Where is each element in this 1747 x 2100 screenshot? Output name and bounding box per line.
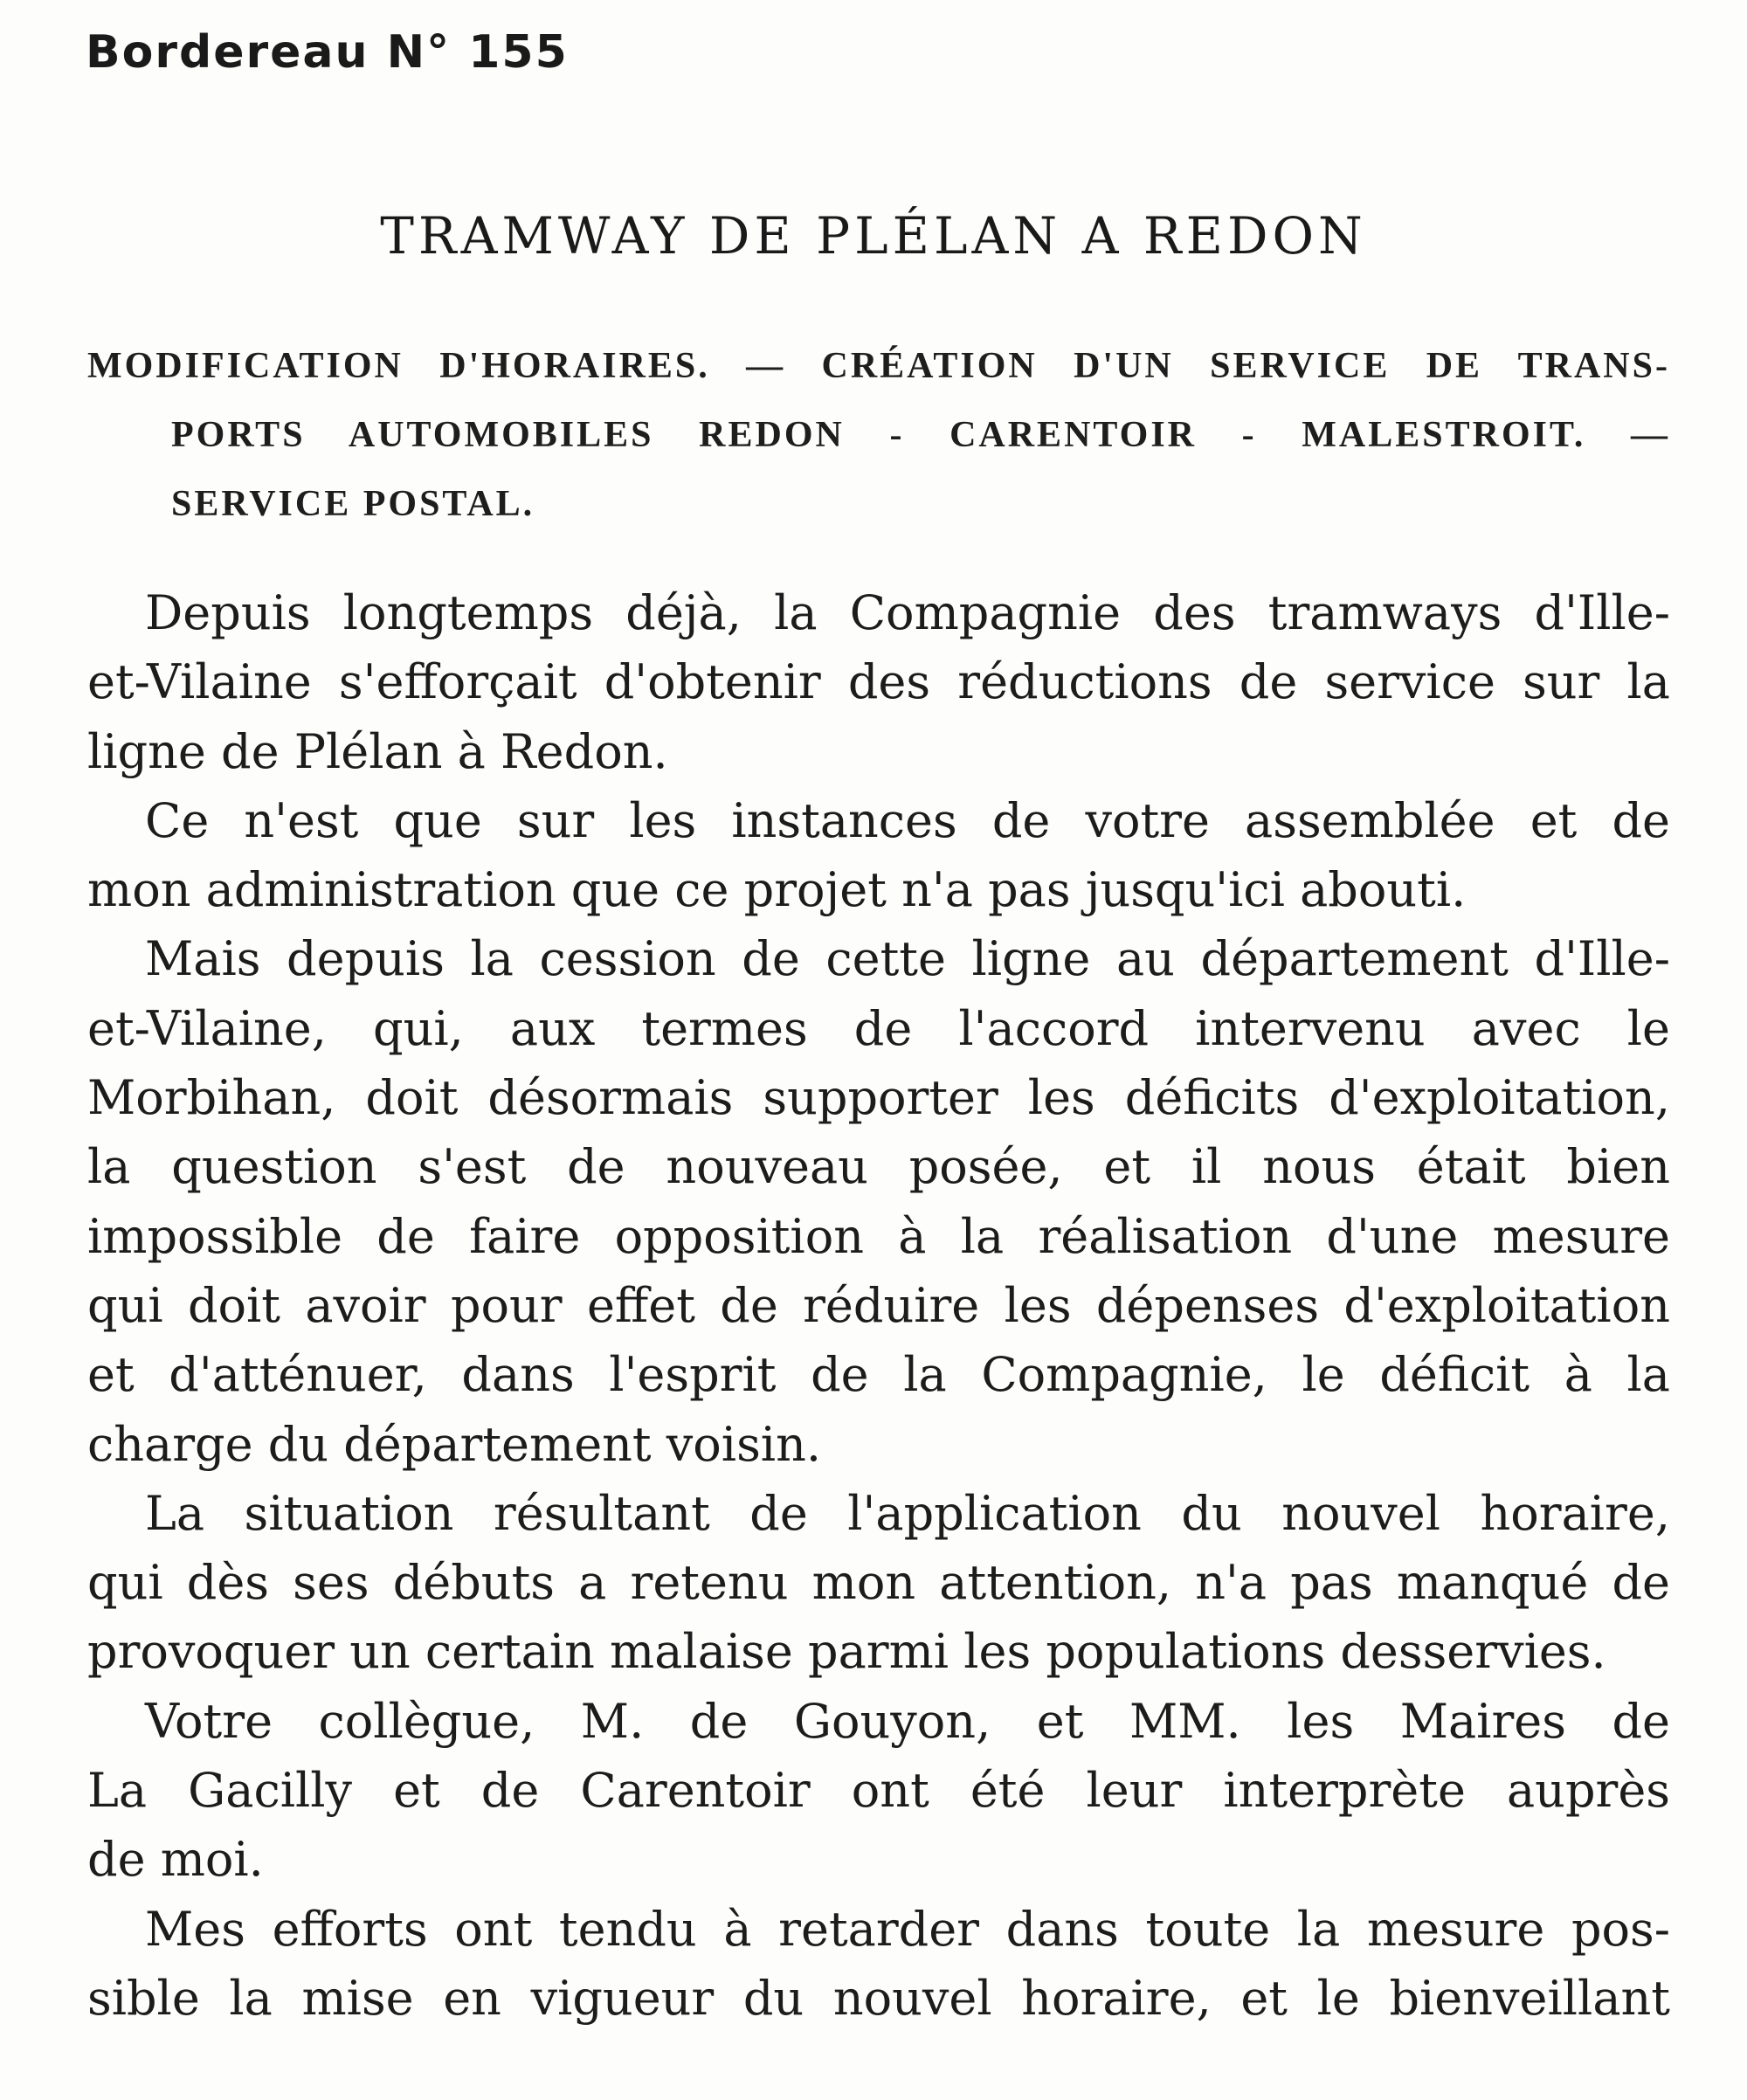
document-title: TRAMWAY DE PLÉLAN A REDON: [380, 206, 1367, 266]
text-line: Votre collègue, M. de Gouyon, et MM. les Maires de: [145, 1693, 1670, 1749]
text-line: et d'atténuer, dans l'esprit de la Compagnie, le déficit à la: [87, 1347, 1670, 1403]
text-line: provoquer un certain malaise parmi les populations desservies.: [87, 1624, 1606, 1680]
text-line: et-Vilaine s'efforçait d'obtenir des réductions de service sur la: [87, 654, 1670, 710]
subtitle-line: SERVICE POSTAL.: [171, 484, 535, 524]
text-line: sible la mise en vigueur du nouvel horaire, et le bienveillant: [87, 1970, 1670, 2026]
text-line: Depuis longtemps déjà, la Compagnie des tramways d'Ille-: [145, 585, 1670, 640]
text-line: et-Vilaine, qui, aux termes de l'accord intervenu avec le: [87, 1000, 1670, 1056]
text-line: impossible de faire opposition à la réalisation d'une mesure: [87, 1208, 1670, 1264]
body-text: [87, 578, 1670, 2033]
text-line: la question s'est de nouveau posée, et il nous était bien: [87, 1139, 1670, 1195]
document-subtitle: [87, 332, 1670, 539]
text-line: de moi.: [87, 1832, 264, 1888]
text-line: Ce n'est que sur les instances de votre assemblée et de: [145, 792, 1670, 848]
text-line: mon administration que ce projet n'a pas jusqu'ici abouti.: [87, 862, 1467, 918]
text-line: qui doit avoir pour effet de réduire les dépenses d'exploitation: [87, 1277, 1670, 1333]
text-line: La Gacilly et de Carentoir ont été leur interprète auprès: [87, 1763, 1670, 1819]
text-line: Mes efforts ont tendu à retarder dans toute la mesure pos-: [145, 1901, 1670, 1957]
text-line: Mais depuis la cession de cette ligne au département d'Ille-: [145, 931, 1670, 987]
text-line: charge du département voisin.: [87, 1416, 822, 1472]
text-line: qui dès ses débuts a retenu mon attention, n'a pas manqué de: [87, 1555, 1670, 1611]
subtitle-line: PORTS AUTOMOBILES REDON - CARENTOIR - MALESTROIT. —: [171, 415, 1670, 455]
subtitle-line: MODIFICATION D'HORAIRES. — CRÉATION D'UN SERVICE DE TRANS-: [87, 346, 1670, 386]
text-line: ligne de Plélan à Redon.: [87, 723, 668, 779]
text-line: La situation résultant de l'application du nouvel horaire,: [145, 1485, 1670, 1541]
bordereau-number: Bordereau N° 155: [86, 26, 569, 79]
text-line: Morbihan, doit désormais supporter les déficits d'exploitation,: [87, 1070, 1670, 1126]
